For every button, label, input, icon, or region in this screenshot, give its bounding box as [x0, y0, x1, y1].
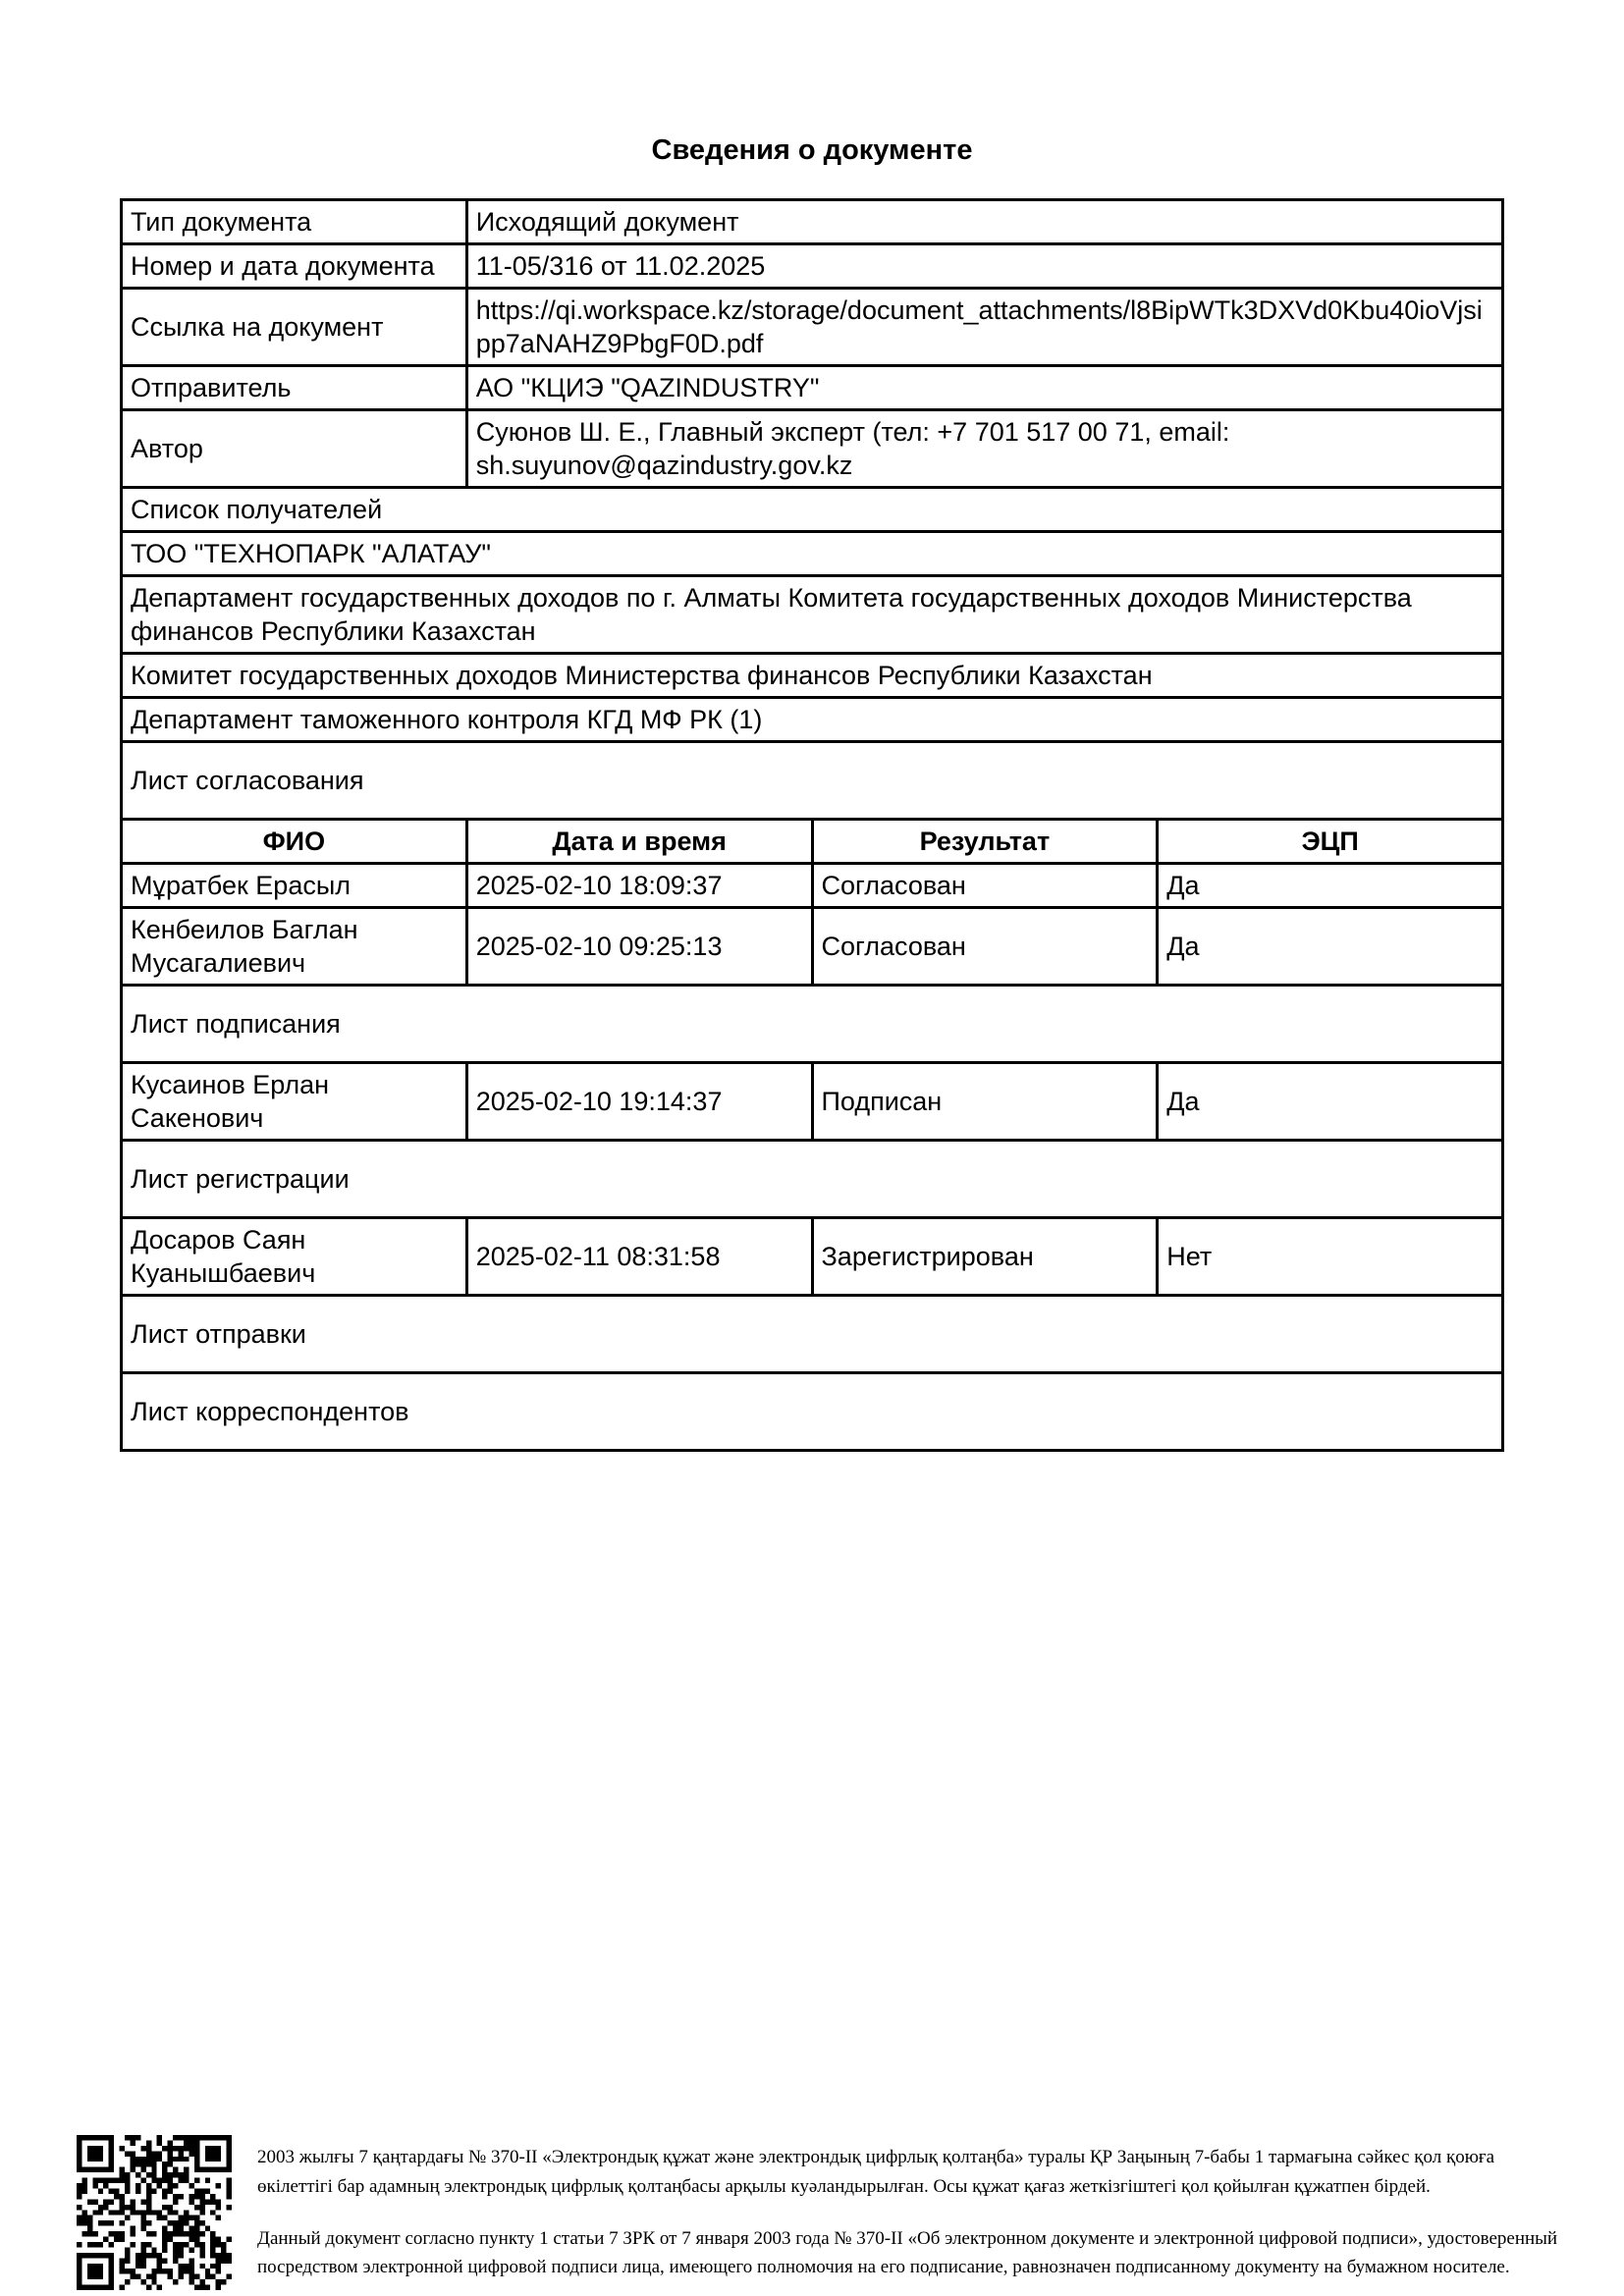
cell-fio: Кенбеилов Баглан Мусагалиевич [122, 908, 467, 986]
cell-result: Зарегистрирован [812, 1218, 1158, 1296]
recipient-row [122, 532, 1503, 576]
cell-datetime: 2025-02-10 09:25:13 [466, 908, 812, 986]
info-label: Номер и дата документа [122, 244, 467, 289]
recipient-name: ТОО "ТЕХНОПАРК "АЛАТАУ" [122, 532, 1503, 576]
cell-fio: Кусаинов Ерлан Сакенович [122, 1063, 467, 1141]
info-value: Суюнов Ш. Е., Главный эксперт (тел: +7 701 517 00 71, email: sh.suyunov@qazindustry.gov.kz [466, 410, 1502, 488]
document-info-table [120, 198, 1504, 1452]
recipient-row [122, 654, 1503, 698]
section-row [122, 488, 1503, 532]
legal-text [257, 2143, 1569, 2282]
section-header-recipients: Список получателей [122, 488, 1503, 532]
recipient-name: Департамент таможенного контроля КГД МФ РК (1) [122, 698, 1503, 742]
info-label: Отправитель [122, 366, 467, 410]
page-title: Сведения о документе [651, 134, 973, 166]
recipient-name: Департамент государственных доходов по г. Алматы Комитета государственных доходов Министерства финансов Республики Казахстан [122, 576, 1503, 654]
legal-text-kazakh: 2003 жылғы 7 қаңтардағы № 370-II «Электрондық құжат және электрондық цифрлық қолтаңба» туралы ҚР Заңының 7-бабы 1 тармағына сәйкес қол қоюға өкілеттігі бар адамның электрондық цифрлық қолтаңбасы арқылы куәландырылған. Осы құжат қағаз жеткізгіштегі қол қойылған құжатпен бірдей. [257, 2147, 1495, 2197]
section-header-approval: Лист согласования [122, 742, 1503, 820]
approval-row [122, 864, 1503, 908]
info-row-author [122, 410, 1503, 488]
cell-signature: Да [1158, 1063, 1503, 1141]
cell-signature: Да [1158, 864, 1503, 908]
legal-text-russian: Данный документ согласно пункту 1 статьи 7 ЗРК от 7 января 2003 года № 370-II «Об электронном документе и электронной цифровой подписи», удостоверенный посредством электронной цифровой подписи лица, имеющего полномочия на его подписание, равнозначен подписанному документу на бумажном носителе. [257, 2228, 1558, 2278]
info-label: Ссылка на документ [122, 289, 467, 366]
recipient-name: Комитет государственных доходов Министерства финансов Республики Казахстан [122, 654, 1503, 698]
cell-datetime: 2025-02-11 08:31:58 [466, 1218, 812, 1296]
column-header-datetime: Дата и время [466, 820, 812, 864]
recipient-row [122, 698, 1503, 742]
cell-fio: Досаров Саян Куанышбаевич [122, 1218, 467, 1296]
document-url: https://qi.workspace.kz/storage/document_attachments/l8BipWTk3DXVd0Kbu40ioVjsipp7aNAHZ9PbgF0D.pdf [466, 289, 1502, 366]
cell-result: Согласован [812, 908, 1158, 986]
cell-datetime: 2025-02-10 19:14:37 [466, 1063, 812, 1141]
cell-fio: Мұратбек Ерасыл [122, 864, 467, 908]
info-value: Исходящий документ [466, 200, 1502, 244]
recipient-row [122, 576, 1503, 654]
approval-row [122, 908, 1503, 986]
cell-signature: Да [1158, 908, 1503, 986]
signing-row [122, 1063, 1503, 1141]
cell-signature: Нет [1158, 1218, 1503, 1296]
registration-row [122, 1218, 1503, 1296]
column-header-result: Результат [812, 820, 1158, 864]
approval-columns-row [122, 820, 1503, 864]
info-row-number-date [122, 244, 1503, 289]
section-row [122, 1296, 1503, 1373]
section-row [122, 986, 1503, 1063]
signature-footer [77, 2135, 1569, 2290]
info-row-type [122, 200, 1503, 244]
info-row-sender [122, 366, 1503, 410]
section-header-sending: Лист отправки [122, 1296, 1503, 1373]
info-row-document-link [122, 289, 1503, 366]
column-header-fio: ФИО [122, 820, 467, 864]
section-header-correspondents: Лист корреспондентов [122, 1373, 1503, 1451]
info-label: Тип документа [122, 200, 467, 244]
column-header-signature: ЭЦП [1158, 820, 1503, 864]
cell-result: Согласован [812, 864, 1158, 908]
section-row [122, 742, 1503, 820]
cell-result: Подписан [812, 1063, 1158, 1141]
section-row [122, 1373, 1503, 1451]
section-header-signing: Лист подписания [122, 986, 1503, 1063]
section-header-registration: Лист регистрации [122, 1141, 1503, 1218]
info-label: Автор [122, 410, 467, 488]
info-value: 11-05/316 от 11.02.2025 [466, 244, 1502, 289]
cell-datetime: 2025-02-10 18:09:37 [466, 864, 812, 908]
info-value: АО "КЦИЭ "QAZINDUSTRY" [466, 366, 1502, 410]
section-row [122, 1141, 1503, 1218]
qr-code [77, 2135, 232, 2290]
